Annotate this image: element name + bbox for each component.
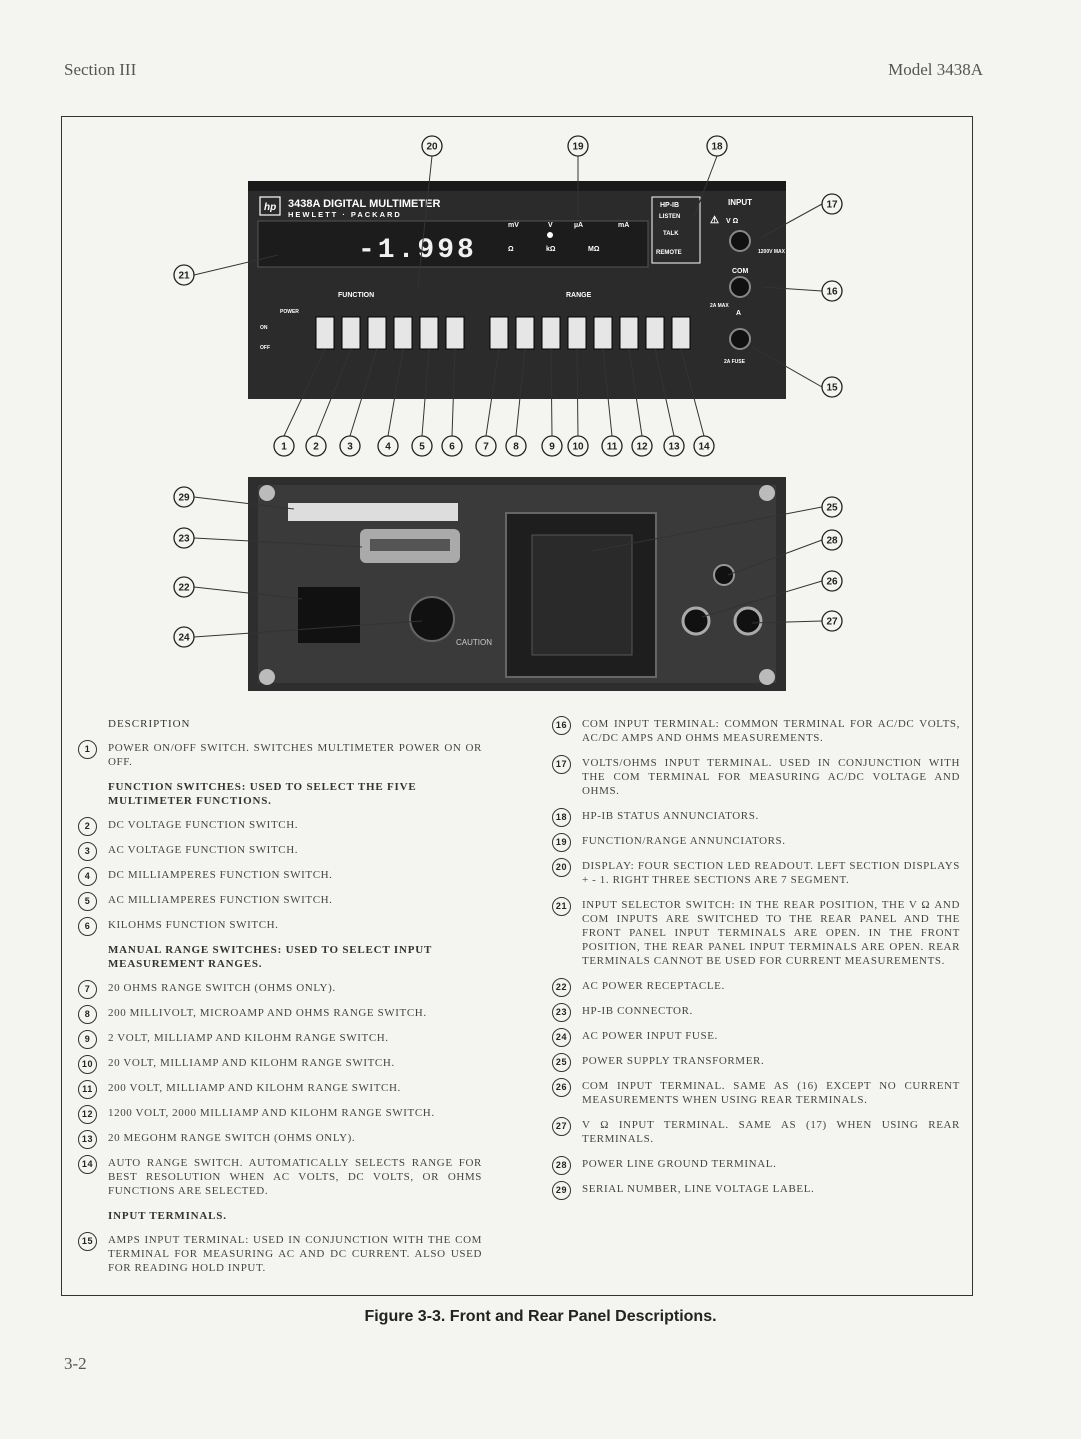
push-buttons [316,317,690,349]
description-item [552,1079,960,1107]
off-label: OFF [260,345,270,351]
callout-bubble [174,577,194,597]
ann-ma: mA [618,222,630,229]
section-header: Section III [64,60,137,79]
item-number: 2 [78,817,97,836]
callout-bubble [568,136,588,156]
item-text: KILOHMS FUNCTION SWITCH. [108,919,279,931]
remote-annunciator: REMOTE [656,250,682,256]
panel-illustration [62,117,972,707]
description-item [552,859,960,887]
item-text: POWER SUPPLY TRANSFORMER. [582,1055,765,1067]
item-number: 19 [552,833,571,852]
item-text: COM INPUT TERMINAL. SAME AS (16) EXCEPT NO CURRENT MEASUREMENTS WHEN USING REAR TERMINALS. [582,1080,960,1106]
svg-text:hp: hp [264,202,277,213]
item-number: 8 [78,1005,97,1024]
push-button[interactable] [420,317,438,349]
callout-number: 23 [178,533,190,545]
callout-number: 12 [636,441,648,453]
function-label: FUNCTION [338,292,375,299]
rear-vohm-terminal [735,608,761,634]
item-text: HP-IB STATUS ANNUNCIATORS. [582,810,759,822]
item-number: 25 [552,1053,571,1072]
push-button[interactable] [620,317,638,349]
item-text: 20 MEGOHM RANGE SWITCH (OHMS ONLY). [108,1132,356,1144]
item-number: 27 [552,1117,571,1136]
callout-number: 24 [178,632,190,644]
item-number: 11 [78,1080,97,1099]
vohm-label: V Ω [726,218,739,225]
item-number: 12 [78,1105,97,1124]
brand-name: HEWLETT · PACKARD [288,210,402,219]
item-text: SERIAL NUMBER, LINE VOLTAGE LABEL. [582,1183,815,1195]
item-number: 13 [78,1130,97,1149]
callout-number: 13 [668,441,680,453]
item-number: 3 [78,842,97,861]
section-heading: INPUT TERMINALS. [108,1210,227,1222]
item-text: 200 MILLIVOLT, MICROAMP AND OHMS RANGE SWITCH. [108,1007,427,1019]
led-readout: -1.998 [358,235,477,266]
description-item [78,1031,482,1045]
callout-number: 9 [549,441,555,453]
item-number: 21 [552,897,571,916]
description-title: DESCRIPTION [108,718,191,730]
callout-bubble [822,194,842,214]
description-item [78,1056,482,1070]
callout-number: 11 [606,441,618,453]
description-item [552,979,960,993]
description-item [78,868,482,882]
ann-mv: mV [508,222,519,229]
item-number: 22 [552,978,571,997]
item-number: 16 [552,716,571,735]
callout-bubble [822,530,842,550]
push-button[interactable] [542,317,560,349]
listen-annunciator: LISTEN [659,214,681,220]
item-number: 20 [552,858,571,877]
push-button[interactable] [490,317,508,349]
ann-ohm: Ω [508,246,514,253]
description-item [552,834,960,848]
range-label: RANGE [566,292,592,299]
item-number: 26 [552,1078,571,1097]
callout-number: 20 [426,141,438,153]
callout-number: 29 [178,492,190,504]
rear-panel [248,477,786,691]
callout-bubble [822,611,842,631]
callout-bubble [174,528,194,548]
item-text: DC VOLTAGE FUNCTION SWITCH. [108,819,299,831]
push-button[interactable] [646,317,664,349]
callout-number: 15 [826,382,838,394]
amps-label: A [736,310,742,317]
description-item [78,1006,482,1020]
callout-bubble [174,487,194,507]
rear-com-terminal [683,608,709,634]
description-item [78,981,482,995]
description-item [78,1131,482,1145]
fuse-label: 2A FUSE [724,359,745,365]
item-text: POWER LINE GROUND TERMINAL. [582,1158,777,1170]
annunciator-dot-icon [547,232,553,238]
amps-terminal[interactable] [730,329,750,349]
callout-bubble [822,281,842,301]
figure-caption: Figure 3-3. Front and Rear Panel Descriptions. [364,1308,717,1325]
callout-number: 14 [698,441,710,453]
item-number: 23 [552,1003,571,1022]
description-left-column [78,717,482,1286]
item-number: 17 [552,755,571,774]
callout-number: 6 [449,441,455,453]
description-item [78,741,482,769]
v1200-label: 1200V MAX [758,249,785,255]
description-item [78,818,482,832]
push-button[interactable] [516,317,534,349]
item-text: AC POWER RECEPTACLE. [582,980,725,992]
figure-frame [61,116,973,1296]
callout-bubble [822,497,842,517]
callout-number: 27 [826,616,838,628]
description-right-column [552,717,960,1207]
power-label: POWER [280,309,299,315]
item-text: DISPLAY: FOUR SECTION LED READOUT. LEFT SECTION DISPLAYS + - 1. RIGHT THREE SECTIONS ARE 7 SEGMENT. [582,860,960,886]
push-button[interactable] [316,317,334,349]
callout-bubble [822,377,842,397]
item-number: 28 [552,1156,571,1175]
description-item [552,1004,960,1018]
item-text: AC POWER INPUT FUSE. [582,1030,718,1042]
model-header: Model 3438A [888,60,983,79]
caution-label: CAUTION [456,638,492,647]
page-number: 3-2 [64,1354,87,1373]
push-button[interactable] [446,317,464,349]
description-item [78,918,482,932]
description-item [552,1157,960,1171]
item-number: 18 [552,808,571,827]
item-number: 1 [78,740,97,759]
talk-annunciator: TALK [663,231,679,237]
description-item [552,1054,960,1068]
screw-icon [259,485,275,501]
ground-terminal [714,565,734,585]
item-text: AC MILLIAMPERES FUNCTION SWITCH. [108,894,333,906]
terminal-input-label: INPUT [728,198,752,207]
callout-number: 18 [711,141,723,153]
callout-bubble [822,571,842,591]
item-number: 9 [78,1030,97,1049]
callout-bubble [707,136,727,156]
fuse-holder [410,597,454,641]
item-text: AMPS INPUT TERMINAL: USED IN CONJUNCTION WITH THE COM TERMINAL FOR MEASURING AC AND DC CURRENT. ALSO USED FOR READING HOLD INPUT. [108,1234,482,1274]
item-text: AC VOLTAGE FUNCTION SWITCH. [108,844,299,856]
com-terminal[interactable] [730,277,750,297]
item-text: DC MILLIAMPERES FUNCTION SWITCH. [108,869,333,881]
description-item [78,1233,482,1275]
callout-number: 16 [826,286,838,298]
description-item [78,1081,482,1095]
callout-number: 1 [281,441,287,453]
item-text: VOLTS/OHMS INPUT TERMINAL. USED IN CONJUNCTION WITH THE COM TERMINAL FOR MEASURING AC/DC VOLTAGE AND OHMS. [582,757,960,797]
item-text: INPUT SELECTOR SWITCH: IN THE REAR POSITION, THE V Ω AND COM INPUTS ARE SWITCHED TO THE REAR PANEL AND THE FRONT PANEL INPUT TERMINALS ARE OPEN. IN THE FRONT POSITION, THE REAR PANEL INPUT TERMINALS ARE OPEN. REAR TERMINALS CANNOT BE USED FOR CURRENT MEASUREMENTS. [582,899,960,967]
description-item [552,717,960,745]
screw-icon [759,669,775,685]
push-button[interactable] [368,317,386,349]
section-heading: MANUAL RANGE SWITCHES: USED TO SELECT INPUT MEASUREMENT RANGES. [108,944,432,970]
callout-number: 5 [419,441,425,453]
description-item [552,1029,960,1043]
screw-icon [759,485,775,501]
item-number: 14 [78,1155,97,1174]
callout-number: 21 [178,270,190,282]
item-text: FUNCTION/RANGE ANNUNCIATORS. [582,835,786,847]
model-name: 3438A DIGITAL MULTIMETER [288,198,441,210]
item-text: V Ω INPUT TERMINAL. SAME AS (17) WHEN USING REAR TERMINALS. [582,1119,960,1145]
description-item [552,809,960,823]
ac-receptacle [298,587,360,643]
push-button[interactable] [568,317,586,349]
callout-number: 26 [826,576,838,588]
item-number: 6 [78,917,97,936]
item-text: AUTO RANGE SWITCH. AUTOMATICALLY SELECTS RANGE FOR BEST RESOLUTION WHEN AC VOLTS, DC VOLTS, OR OHMS FUNCTIONS ARE SELECTED. [108,1157,482,1197]
push-button[interactable] [594,317,612,349]
item-number: 15 [78,1232,97,1251]
amax-label: 2A MAX [710,303,729,309]
description-item [552,756,960,798]
callout-bubble [174,627,194,647]
callout-number: 3 [347,441,353,453]
push-button[interactable] [342,317,360,349]
com-label: COM [732,268,749,275]
callout-number: 28 [826,535,838,547]
description-item [552,898,960,968]
item-text: 2 VOLT, MILLIAMP AND KILOHM RANGE SWITCH. [108,1032,389,1044]
item-number: 24 [552,1028,571,1047]
item-number: 10 [78,1055,97,1074]
item-text: POWER ON/OFF SWITCH. SWITCHES MULTIMETER POWER ON OR OFF. [108,742,482,768]
callout-bubble [422,136,442,156]
item-text: 1200 VOLT, 2000 MILLIAMP AND KILOHM RANGE SWITCH. [108,1107,435,1119]
item-text: HP-IB CONNECTOR. [582,1005,693,1017]
description-item [78,1156,482,1198]
item-text: 20 VOLT, MILLIAMP AND KILOHM RANGE SWITCH. [108,1057,395,1069]
callout-number: 2 [313,441,319,453]
description-item [78,893,482,907]
push-button[interactable] [394,317,412,349]
item-number: 4 [78,867,97,886]
screw-icon [259,669,275,685]
item-number: 5 [78,892,97,911]
warning-icon: ⚠ [710,215,719,226]
hpib-label: HP-IB [660,202,680,209]
serial-label [288,503,458,521]
callout-number: 7 [483,441,489,453]
item-number: 29 [552,1181,571,1200]
description-item [78,1106,482,1120]
description-item [552,1182,960,1196]
callout-number: 10 [572,441,584,453]
callout-bubble [174,265,194,285]
description-item [552,1118,960,1146]
callout-number: 8 [513,441,519,453]
section-heading: FUNCTION SWITCHES: USED TO SELECT THE FIVE MULTIMETER FUNCTIONS. [108,781,417,807]
description-item [78,843,482,857]
item-text: 20 OHMS RANGE SWITCH (OHMS ONLY). [108,982,336,994]
ann-mohm: MΩ [588,246,600,253]
ann-kohm: kΩ [546,246,556,253]
item-text: 200 VOLT, MILLIAMP AND KILOHM RANGE SWITCH. [108,1082,401,1094]
callout-number: 19 [572,141,584,153]
vohm-terminal[interactable] [730,231,750,251]
on-label: ON [260,325,268,331]
callout-number: 17 [826,199,838,211]
ann-v: V [548,222,553,229]
item-number: 7 [78,980,97,999]
push-button[interactable] [672,317,690,349]
callout-number: 4 [385,441,391,453]
callout-number: 25 [826,502,838,514]
callout-number: 22 [178,582,190,594]
front-panel [248,181,786,399]
ann-ua: µA [574,222,584,229]
item-text: COM INPUT TERMINAL: COMMON TERMINAL FOR AC/DC VOLTS, AC/DC AMPS AND OHMS MEASUREMENTS. [582,718,960,744]
